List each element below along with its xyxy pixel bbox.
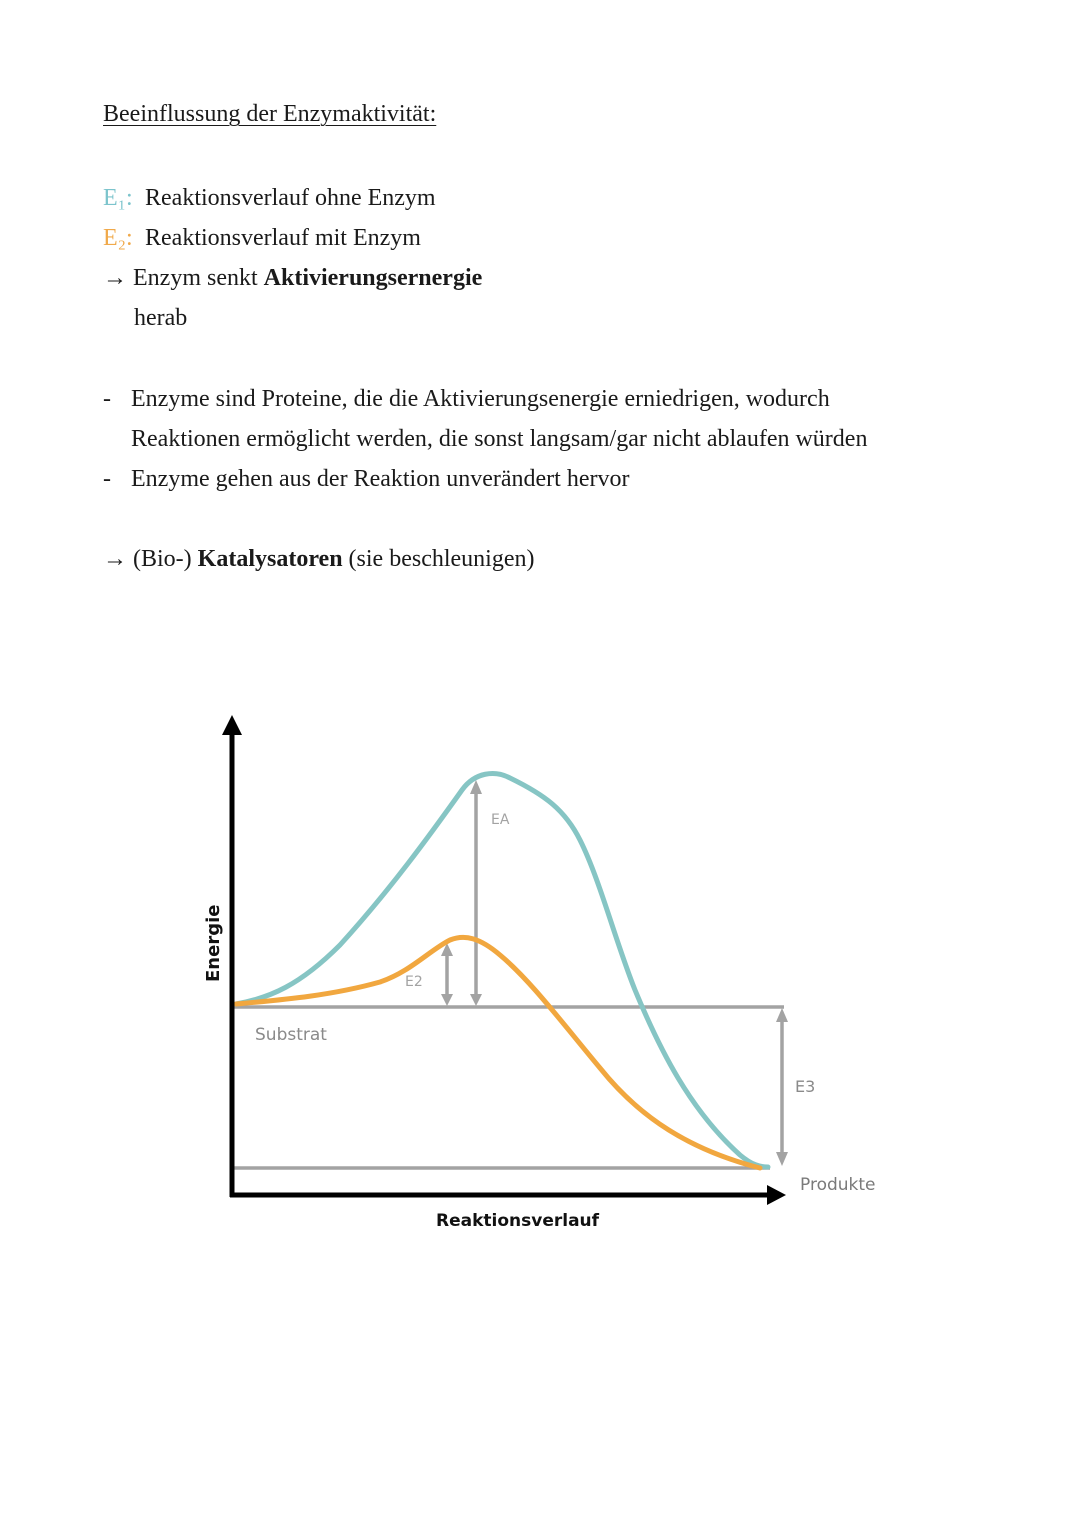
x-axis-label: Reaktionsverlauf [436, 1211, 600, 1231]
conclusion-suffix: (sie beschleunigen) [348, 546, 535, 572]
e3-label: E3 [795, 1077, 816, 1096]
bullet-2-text: Enzyme gehen aus der Reaktion unverändert hervor [131, 466, 630, 492]
bullet-dash: - [103, 386, 111, 412]
ea-label: EA [491, 812, 510, 828]
produkte-label: Produkte [800, 1175, 876, 1195]
legend-e2-key: E₂: [103, 225, 133, 251]
x-axis [230, 1185, 786, 1205]
legend-arrow-continuation: herab [134, 305, 188, 331]
ea-double-arrow [470, 780, 482, 1006]
legend-arrow-bold: Aktivierungsernergie [263, 265, 483, 291]
legend-arrow-prefix: Enzym senkt [133, 265, 258, 291]
legend-e1-text: Reaktionsverlauf ohne Enzym [145, 185, 436, 211]
bullet-1-text: Enzyme sind Proteine, die die Aktivierungsenergie erniedrigen, wodurch [131, 386, 830, 412]
bullet-dash: - [103, 466, 111, 492]
y-axis-label: Energie [203, 904, 224, 982]
e2-label: E2 [405, 974, 423, 990]
e1-curve [236, 774, 768, 1167]
e3-double-arrow [776, 1008, 788, 1166]
e2-double-arrow [441, 943, 453, 1006]
page-title: Beeinflussung der Enzymaktivität: [103, 101, 437, 127]
conclusion-prefix: (Bio-) [133, 546, 192, 572]
arrow-icon: → [103, 265, 127, 291]
arrow-icon: → [103, 546, 127, 572]
substrat-label: Substrat [255, 1025, 327, 1045]
legend-e1-key: E₁: [103, 185, 133, 211]
e2-curve [236, 937, 760, 1168]
bullet-1-line-2: Reaktionen ermöglicht werden, die sonst langsam/gar nicht ablaufen würden [131, 426, 868, 452]
y-axis [222, 715, 242, 1197]
conclusion-bold: Katalysatoren [197, 546, 343, 572]
legend-e2-text: Reaktionsverlauf mit Enzym [145, 225, 421, 251]
